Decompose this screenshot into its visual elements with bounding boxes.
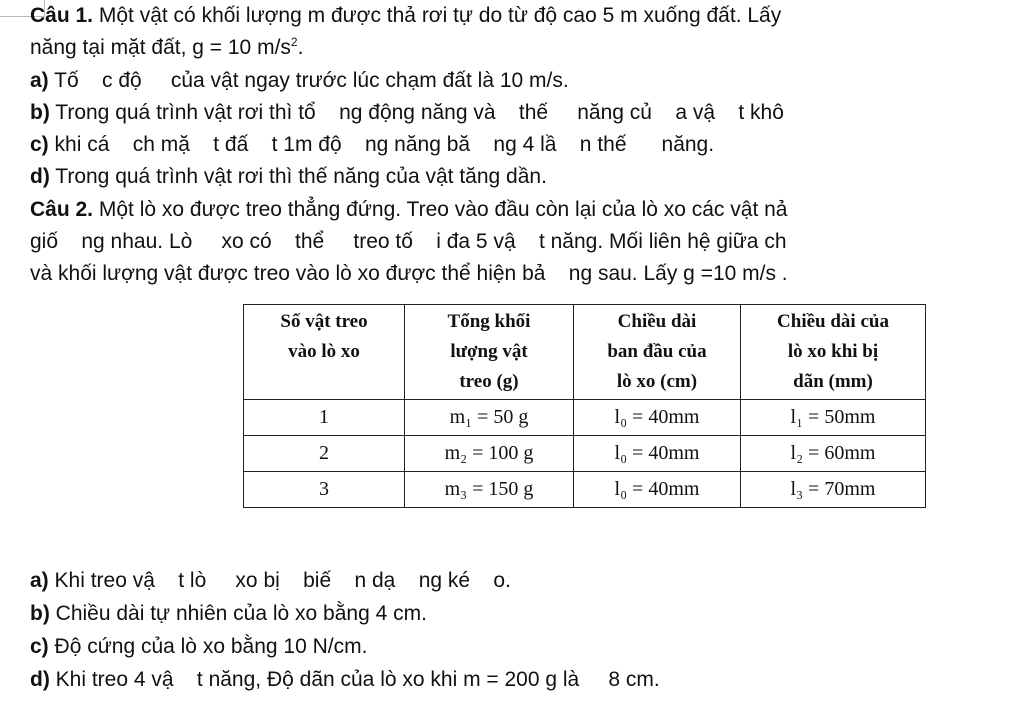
q2-option-b-text: Chiều dài tự nhiên của lò xo bằng 4 cm.	[49, 602, 427, 625]
q2-option-a	[30, 567, 1035, 595]
q1-option-c	[30, 131, 1035, 159]
q2-option-b	[30, 600, 1035, 628]
header-line: ban đầu của	[607, 341, 707, 362]
header-line: Chiều dài của	[777, 311, 889, 332]
q1-option-d	[30, 163, 1035, 191]
q1-option-d-label: d)	[30, 165, 50, 188]
q2-option-a-label: a)	[30, 569, 49, 592]
header-stretched-length	[741, 305, 926, 400]
q1-label: Câu 1.	[30, 4, 94, 27]
header-line: dãn (mm)	[793, 371, 873, 392]
q2-stem-line-3	[30, 260, 1035, 288]
table-cell: l₀ = 40mm	[574, 472, 741, 508]
header-object-count	[244, 305, 405, 400]
q1-stem-sup: 2	[290, 35, 298, 49]
table-cell: m₃ = 150 g	[405, 472, 574, 508]
q1-stem-end: .	[297, 36, 304, 59]
table-cell: m₂ = 100 g	[405, 436, 574, 472]
q1-option-a-label: a)	[30, 69, 49, 92]
table-cell: l₀ = 40mm	[574, 400, 741, 436]
q1-option-b-label: b)	[30, 101, 50, 124]
table-cell: 2	[244, 436, 405, 472]
table-cell: l₀ = 40mm	[574, 436, 741, 472]
q2-option-d	[30, 666, 1035, 694]
header-line: vào lò xo	[288, 341, 360, 362]
q1-stem-text-1: Một vật có khối lượng m được thả rơi tự do từ độ cao 5 m xuống đất. Lấy	[93, 4, 782, 27]
header-line: lò xo khi bị	[787, 341, 879, 362]
q2-option-d-label: d)	[30, 668, 50, 691]
table-header-row	[244, 305, 926, 400]
q2-option-b-label: b)	[30, 602, 50, 625]
header-total-mass	[405, 305, 574, 400]
header-initial-length	[574, 305, 741, 400]
table-row	[244, 436, 926, 472]
header-line: Số vật treo	[280, 311, 368, 332]
table-cell: 1	[244, 400, 405, 436]
q2-option-d-text: Khi treo 4 vậ t năng, Độ dãn của lò xo khi m = 200 g là 8 cm.	[49, 668, 660, 691]
q2-stem-text-1: Một lò xo được treo thẳng đứng. Treo vào đầu còn lại của lò xo các vật nả	[93, 198, 788, 221]
q2-stem-text-2: giố ng nhau. Lò xo có thể treo tố i đa 5 vậ t năng. Mối liên hệ giữa ch	[30, 230, 787, 253]
q2-option-c-label: c)	[30, 635, 49, 658]
q1-stem-line-2	[30, 34, 1035, 62]
header-line: Chiều dài	[617, 311, 697, 332]
table-cell: l₁ = 50mm	[741, 400, 926, 436]
table-row	[244, 400, 926, 436]
spring-data-table	[243, 304, 926, 508]
q2-label: Câu 2.	[30, 198, 94, 221]
q1-option-c-text: khi cá ch mặ t đấ t 1m độ ng năng bă ng 4 lầ n thế năng.	[48, 133, 715, 156]
q2-stem-line-1	[30, 196, 1035, 224]
header-line: Tổng khối	[447, 311, 531, 332]
header-line: lượng vật	[450, 341, 528, 362]
q1-option-b	[30, 99, 1035, 127]
q1-option-d-text: Trong quá trình vật rơi thì thế năng của vật tăng dần.	[49, 165, 547, 188]
q2-option-a-text: Khi treo vậ t lò xo bị biế n dạ ng ké o.	[48, 569, 511, 592]
q1-stem-text-2: năng tại mặt đất, g = 10 m/s	[30, 36, 291, 59]
q2-stem-line-2	[30, 228, 1035, 256]
q2-option-c-text: Độ cứng của lò xo bằng 10 N/cm.	[48, 635, 368, 658]
q2-stem-text-3: và khối lượng vật được treo vào lò xo được thể hiện bả ng sau. Lấy g =10 m/s .	[30, 262, 788, 285]
q1-option-b-text: Trong quá trình vật rơi thì tổ ng động năng và thế năng củ a vậ t khô	[49, 101, 784, 124]
q1-stem-line-1	[30, 2, 1035, 30]
table-row	[244, 472, 926, 508]
q2-option-c	[30, 633, 1035, 661]
table-cell: m₁ = 50 g	[405, 400, 574, 436]
q1-option-a	[30, 67, 1035, 95]
q1-option-a-text: Tố c độ của vật ngay trước lúc chạm đất là 10 m/s.	[48, 69, 569, 92]
q1-option-c-label: c)	[30, 133, 49, 156]
table-cell: l₂ = 60mm	[741, 436, 926, 472]
table-cell: 3	[244, 472, 405, 508]
table-cell: l₃ = 70mm	[741, 472, 926, 508]
header-line: treo (g)	[459, 371, 519, 392]
header-line: lò xo (cm)	[616, 371, 698, 392]
